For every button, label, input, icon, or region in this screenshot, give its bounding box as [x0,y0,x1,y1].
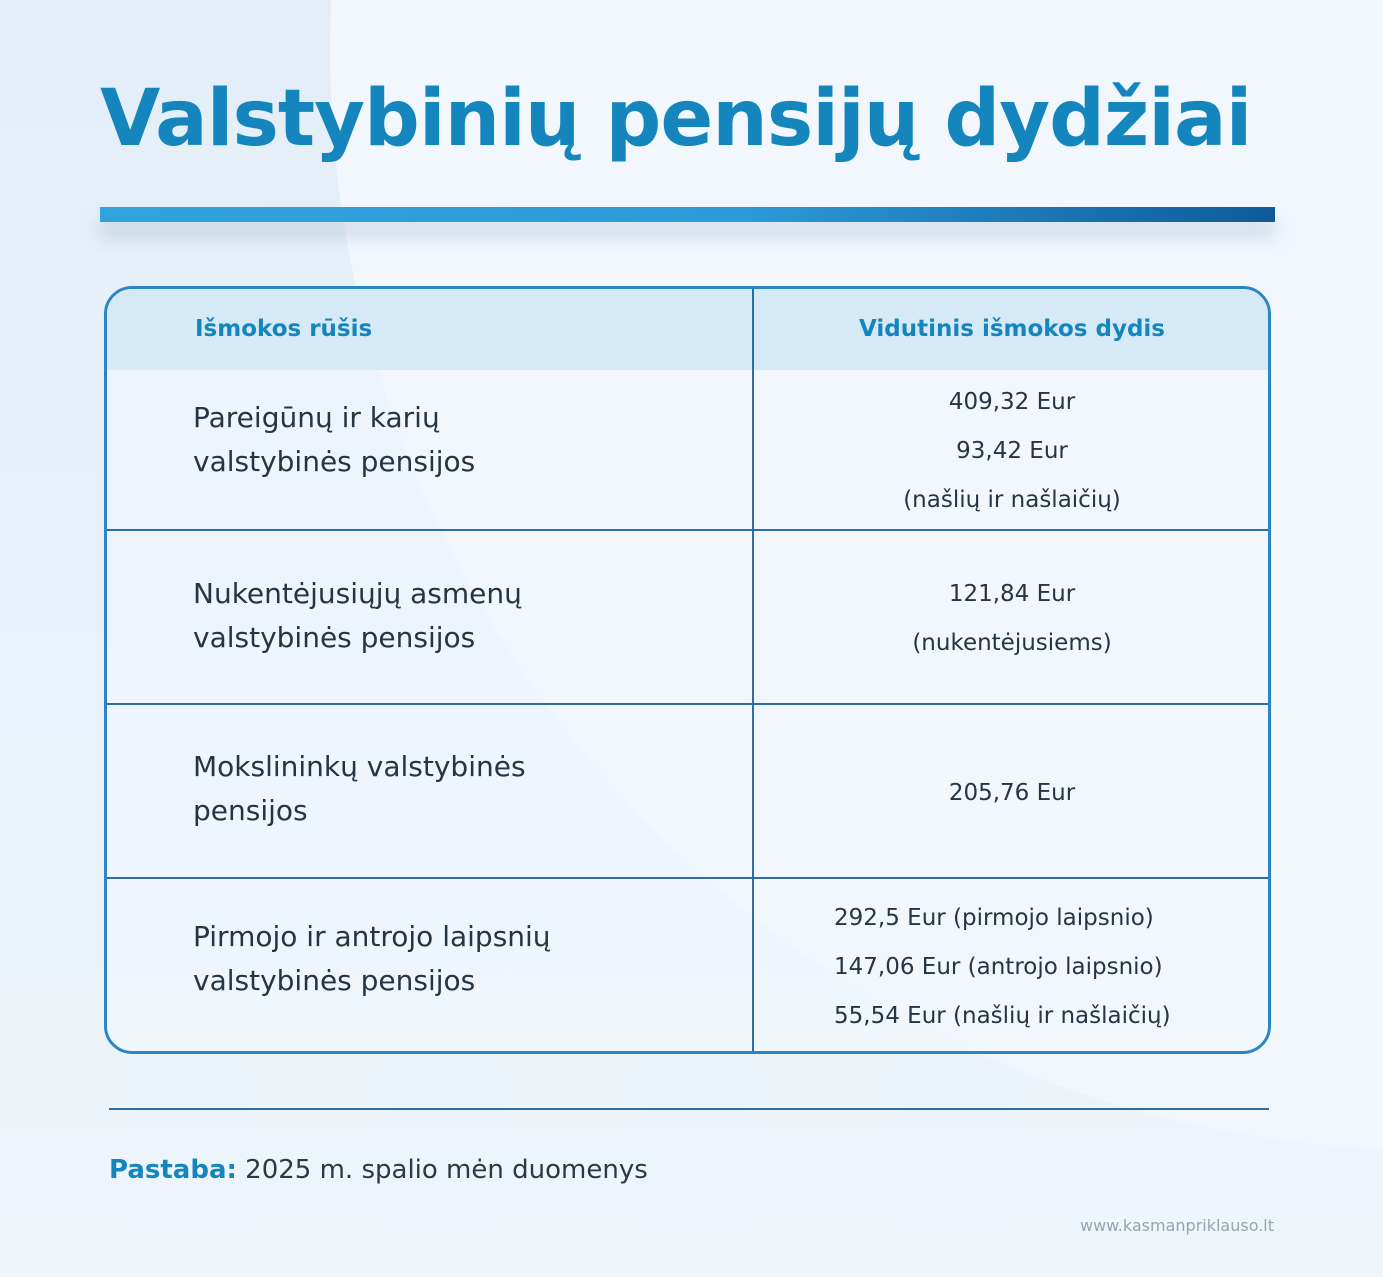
row-3-type-line: pensijos [193,794,308,827]
pension-table [104,286,1271,1054]
row-3-type-line: Mokslininkų valstybinės [193,750,526,783]
row-3-amount [753,769,1271,818]
page-title: Valstybinių pensijų dydžiai [100,74,1252,164]
footnote-label: Pastaba: [109,1155,237,1185]
row-4-amount-line: 292,5 Eur (pirmojo laipsnio) [834,905,1154,931]
footnote-text: 2025 m. spalio mėn duomenys [236,1155,648,1185]
row-1-type-line: Pareigūnų ir karių [193,401,440,434]
row-4-type-line: Pirmojo ir antrojo laipsnių [193,920,551,953]
row-2-type-line: Nukentėjusiųjų asmenų [193,577,522,610]
row-2-amount-line: (nukentėjusiems) [912,630,1112,656]
footnote [109,1155,648,1185]
row-4-type-line: valstybinės pensijos [193,964,476,997]
row-1-amount-line: 93,42 Eur [956,438,1068,464]
row-1-type-line: valstybinės pensijos [193,445,476,478]
website-link[interactable]: www.kasmanpriklauso.lt [1080,1216,1275,1235]
footer-divider [109,1108,1269,1110]
table-header [107,289,1268,370]
row-4-amount-line: 55,54 Eur (našlių ir našlaičių) [834,1003,1171,1029]
row-3-type [193,745,526,833]
row-4-amount [834,894,1171,1041]
row-3-amount-line: 205,76 Eur [948,780,1076,806]
header-type: Išmokos rūšis [195,316,373,342]
row-divider [107,877,1268,879]
row-2-type [193,572,522,660]
header-amount: Vidutinis išmokos dydis [859,316,1165,342]
row-4-amount-line: 147,06 Eur (antrojo laipsnio) [834,954,1163,980]
row-1-amount-line: 409,32 Eur [948,389,1076,415]
row-2-type-line: valstybinės pensijos [193,621,476,654]
title-underline [100,207,1275,222]
row-4-type [193,915,551,1003]
row-2-amount [753,570,1271,668]
row-divider [107,703,1268,705]
row-2-amount-line: 121,84 Eur [948,581,1076,607]
row-divider [107,529,1268,531]
row-1-amount [753,378,1271,525]
row-1-type [193,396,475,484]
row-1-amount-line: (našlių ir našlaičių) [903,487,1121,513]
